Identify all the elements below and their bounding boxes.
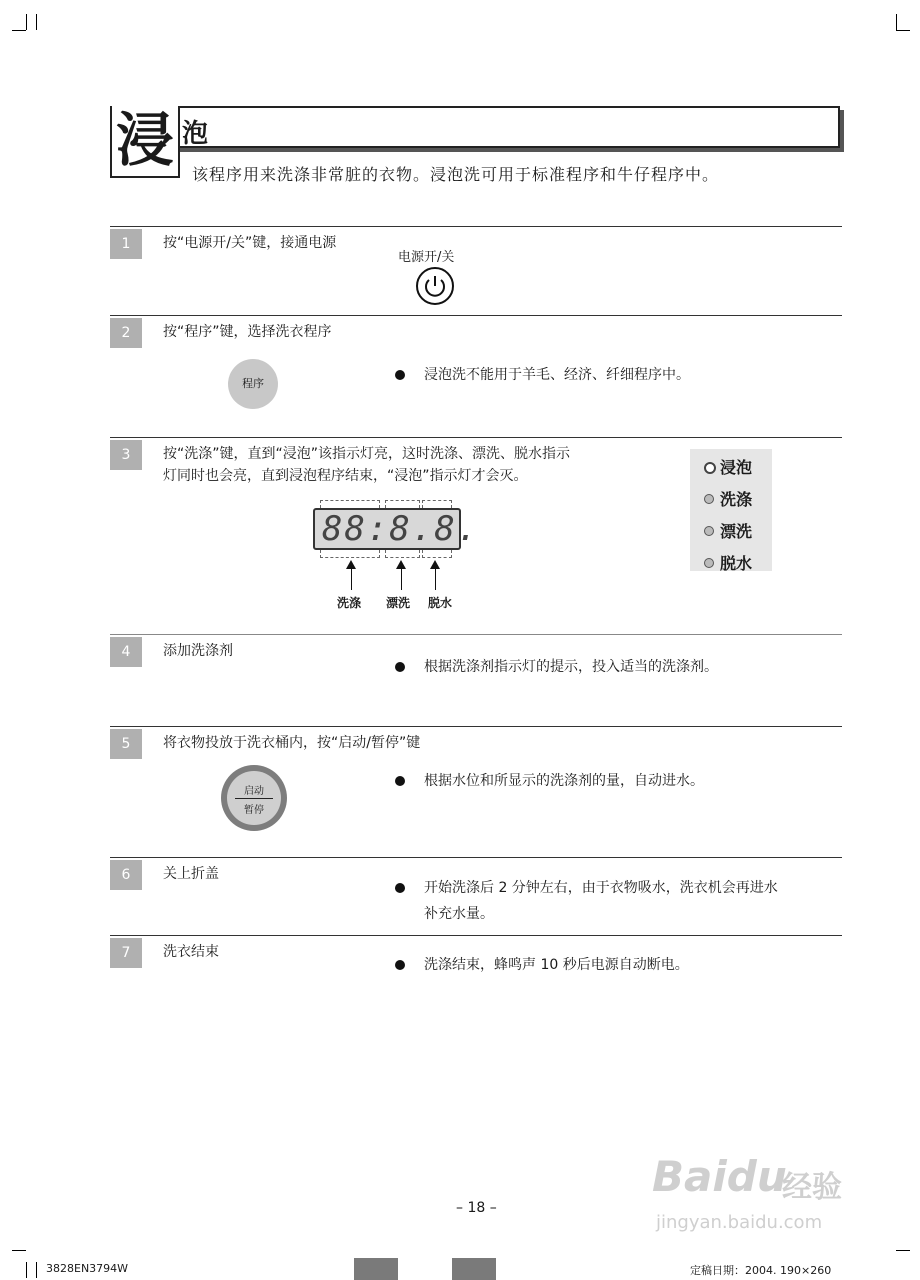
crop-mark (26, 1262, 27, 1278)
step-number: 4 (110, 637, 142, 667)
page-title-big: 浸 (116, 106, 175, 174)
arrow-line (351, 568, 352, 590)
step-title: 按“电源开/关”键，接通电源 (163, 235, 337, 251)
pause-label: 暂停 (244, 805, 264, 816)
step-title: 洗衣结束 (163, 944, 219, 960)
indicator-light (704, 494, 714, 504)
divider (110, 437, 842, 438)
indicator-light-active (704, 462, 716, 474)
bullet (395, 370, 405, 380)
crop-mark (896, 14, 897, 30)
led-digits: 88:8.8. (322, 509, 480, 549)
step-number: 3 (110, 440, 142, 470)
bullet (395, 776, 405, 786)
indicator-light (704, 526, 714, 536)
step-number: 7 (110, 938, 142, 968)
step-title: 将衣物投放于洗衣桶内，按“启动/暂停”键 (163, 735, 421, 751)
arrow-line (401, 568, 402, 590)
step-title-line2: 灯同时也会亮，直到浸泡程序结束，“浸泡”指示灯才会灭。 (163, 468, 528, 484)
watermark-cn: 经验 (782, 1170, 842, 1205)
indicator-soak: 浸泡 (720, 458, 753, 477)
step-note: 根据水位和所显示的洗涤剂的量，自动进水。 (424, 773, 704, 789)
crop-mark (12, 1250, 26, 1251)
crop-mark (26, 14, 27, 30)
step-number: 1 (110, 229, 142, 259)
step-number: 6 (110, 860, 142, 890)
power-button[interactable] (416, 267, 454, 305)
page-title-small: 泡 (182, 119, 209, 149)
step-title-line1: 按“洗涤”键，直到“浸泡”该指示灯亮，这时洗涤、漂洗、脱水指示 (163, 446, 571, 462)
start-pause-button[interactable] (227, 771, 281, 825)
indicator-light (704, 558, 714, 568)
step-note-line1: 开始洗涤后 2 分钟左右，由于衣物吸水，洗衣机会再进水 (424, 880, 778, 896)
indicator-rinse: 漂洗 (720, 522, 753, 541)
divider (110, 315, 842, 316)
step-note: 根据洗涤剂指示灯的提示，投入适当的洗涤剂。 (424, 659, 718, 675)
crop-mark (896, 1250, 910, 1251)
step-title: 按“程序”键，选择洗衣程序 (163, 324, 332, 340)
step-number: 5 (110, 729, 142, 759)
start-label: 启动 (244, 786, 264, 797)
crop-mark (896, 30, 910, 31)
program-button[interactable]: 程序 (228, 359, 278, 409)
display-label-spin: 脱水 (428, 596, 453, 610)
power-icon (418, 269, 452, 303)
watermark-url: jingyan.baidu.com (656, 1212, 823, 1233)
step-note: 洗涤结束，蜂鸣声 10 秒后电源自动断电。 (424, 957, 689, 973)
start-divider (235, 798, 273, 799)
indicator-spin: 脱水 (720, 554, 753, 573)
registration-mark (452, 1258, 496, 1280)
step-title: 添加洗涤剂 (163, 643, 233, 659)
bullet (395, 883, 405, 893)
watermark-brand: Baidu (652, 1152, 787, 1201)
divider (110, 726, 842, 727)
bullet (395, 662, 405, 672)
crop-mark (12, 30, 26, 31)
power-button-label: 电源开/关 (398, 250, 455, 265)
page-description: 该程序用来洗涤非常脏的衣物。浸泡洗可用于标准程序和牛仔程序中。 (192, 165, 720, 184)
display-label-wash: 洗涤 (337, 596, 362, 610)
crop-mark (36, 14, 37, 30)
watermark (652, 1152, 842, 1233)
step-title: 关上折盖 (163, 866, 219, 882)
divider (110, 857, 842, 858)
registration-mark (354, 1258, 398, 1280)
title-box (110, 106, 840, 148)
divider (110, 935, 842, 936)
crop-mark (36, 1262, 37, 1278)
divider (110, 226, 842, 227)
divider (110, 634, 842, 635)
step-note-line2: 补充水量。 (424, 906, 494, 922)
page-number: – 18 – (456, 1200, 497, 1216)
display-label-rinse: 漂洗 (386, 596, 411, 610)
step-number: 2 (110, 318, 142, 348)
document-code: 3828EN3794W (46, 1262, 129, 1275)
bullet (395, 960, 405, 970)
arrow-line (435, 568, 436, 590)
step-note: 浸泡洗不能用于羊毛、经济、纤细程序中。 (424, 367, 690, 383)
indicator-wash: 洗涤 (720, 490, 753, 509)
draft-date: 定稿日期：2004. 190×260 (690, 1264, 832, 1277)
